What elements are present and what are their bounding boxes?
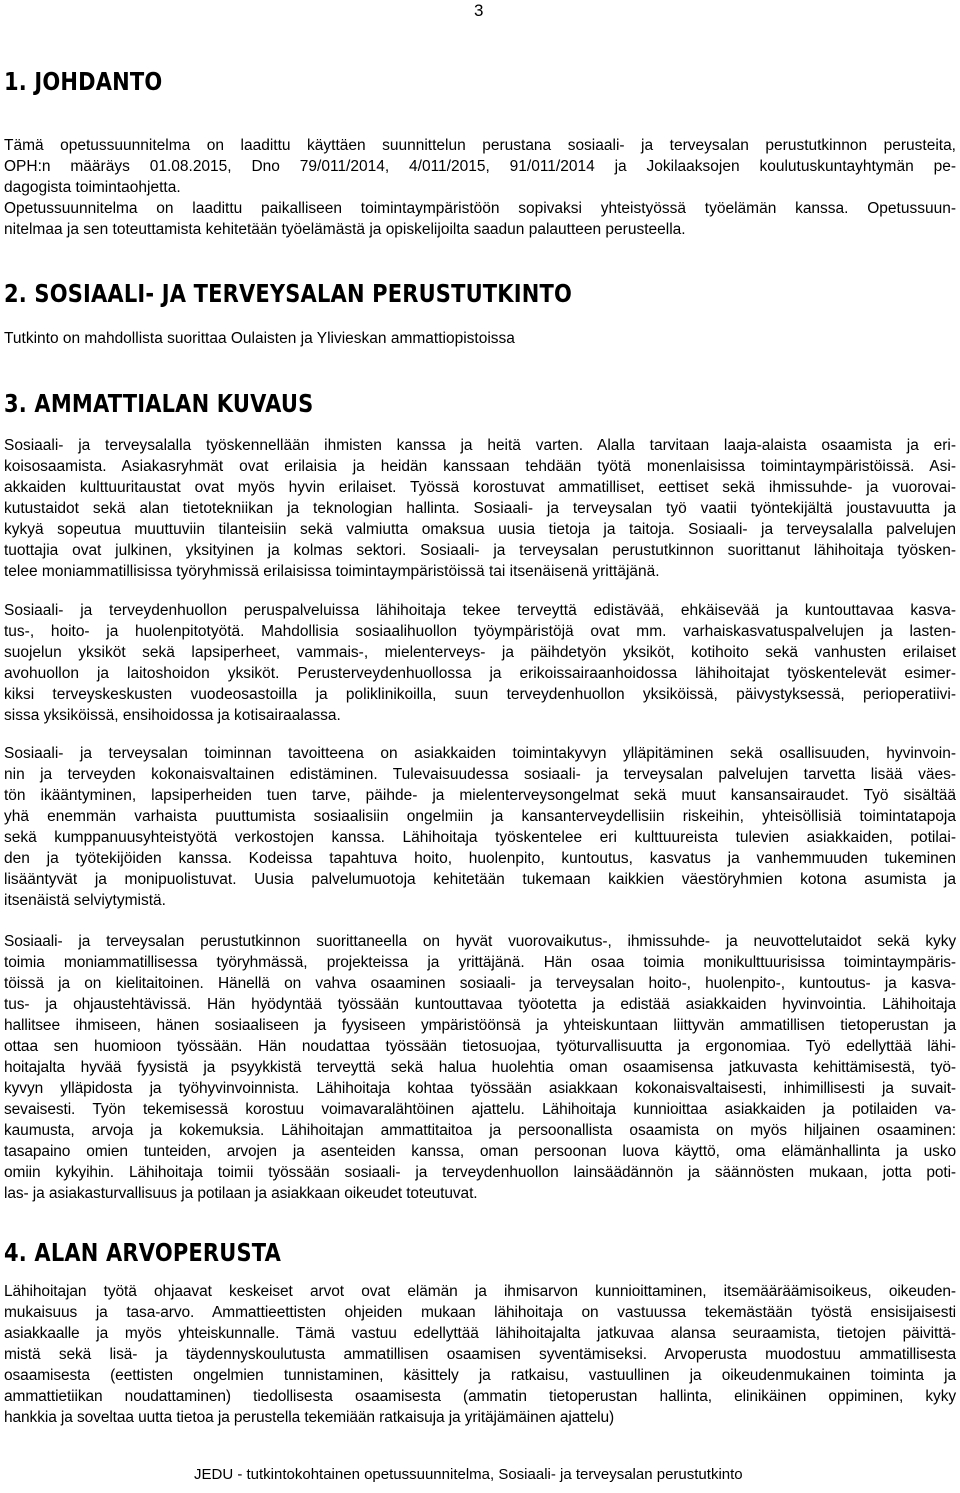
text-line: Tutkinto on mahdollista suorittaa Oulaisten ja Ylivieskan ammattiopistoissa bbox=[4, 330, 515, 347]
text-line: avohuollon ja laitoshoidon yksiköt. Perusterveydenhuollossa ja erikoissairaanhoidossa lähihoitajat työskentelevät esimer- bbox=[4, 665, 956, 682]
text-line: OPH:n määräys 01.08.2015, Dno 79/011/2014, 4/011/2015, 91/011/2014 ja Jokilaaksojen koulutuskuntayhtymän pe- bbox=[4, 158, 956, 175]
text-line: mukaisuus ja tasa-arvo. Ammattieettisten ohjeiden mukaan lähihoitaja on vastuussa tekemästään työstä ensisijaisesti bbox=[4, 1304, 956, 1321]
page-number: 3 bbox=[474, 1, 484, 20]
text-line: tus- ja ohjaustehtävissä. Hän hyödyntää työssään kuntouttavaa työotetta ja edistää asiakkaiden hyvinvointia. Lähihoitaja bbox=[4, 996, 956, 1013]
section-3-paragraph-3 bbox=[4, 743, 956, 911]
text-line: hoitajalta hyvää fyysistä ja psyykkistä terveyttä sekä halua huolehtia oman osaamisensa jatkuvasta kehittämisestä, työ- bbox=[4, 1059, 956, 1076]
text-line: Tämä opetussuunnitelma on laadittu käyttäen suunnittelun perustana sosiaali- ja terveysalan perustutkinnon perusteita, bbox=[4, 137, 956, 154]
section-heading-2: 2. SOSIAALI- JA TERVEYSALAN PERUSTUTKINTO bbox=[4, 279, 572, 308]
text-line: ammattietiikan noudattaminen) tiedollisesta osaamisesta (ammatin tietoperustan hallinta, elinikäinen oppiminen, kyky bbox=[4, 1388, 956, 1405]
text-line: asiakkaalle ja myös yhteiskunnalle. Tämä vastuu edellyttää lähihoitajalta jatkuvaa alansa seuraamista, tietojen päivittä- bbox=[4, 1325, 956, 1342]
section-4-paragraph-1 bbox=[4, 1281, 956, 1428]
text-line: Sosiaali- ja terveysalalla työskennellään ihmisten kanssa ja heitä varten. Alalla tarvitaan laaja-alaista osaamista ja eri- bbox=[4, 437, 956, 454]
text-line: tus-, hoito- ja huolenpitotyötä. Mahdollisia sosiaalihuollon työympäristöjä ovat mm. varhaiskasvatuspalvelujen ja lasten- bbox=[4, 623, 956, 640]
page-footer: JEDU - tutkintokohtainen opetussuunnitelma, Sosiaali- ja terveysalan perustutkinto bbox=[194, 1466, 743, 1483]
section-heading-4: 4. ALAN ARVOPERUSTA bbox=[4, 1238, 282, 1267]
section-heading-1: 1. JOHDANTO bbox=[4, 67, 163, 96]
text-line: yhä enemmän varhaista puuttumista sosiaalisiin ongelmiin ja kansanterveydellisiin riskeihin, yhteisöllisiä toimintatapoja bbox=[4, 808, 956, 825]
text-line: ottaa sen huomioon työssään. Hän noudattaa työssään tietosuojaa, työturvallisuutta ja ergonomiaa. Työ edellyttää lähi- bbox=[4, 1038, 956, 1055]
text-line: kykyä sopeutua muuttuviin tilanteisiin sekä valmiutta omaksua uusia tietoja ja taitoja. Sosiaali- ja terveysalalla palvelujen bbox=[4, 521, 956, 538]
text-line: töissä ja on kielitaitoinen. Hänellä on vahva osaaminen sosiaali- ja terveysalan hoito-, huolenpito-, kuntoutus- ja kasva- bbox=[4, 975, 956, 992]
text-line: las- ja asiakasturvallisuus ja potilaan ja asiakkaan oikeudet toteutuvat. bbox=[4, 1185, 478, 1202]
text-line: Sosiaali- ja terveydenhuollon peruspalveluissa lähihoitaja tekee terveyttä edistävää, ehkäisevää ja kuntouttavaa kasva- bbox=[4, 602, 956, 619]
text-line: Sosiaali- ja terveysalan toiminnan tavoitteena on asiakkaiden toimintakyvyn ylläpitäminen sekä osallisuuden, hyvinvoin- bbox=[4, 745, 956, 762]
text-line: kutustaidot sekä alan tietotekniikan ja teknologian hallinta. Sosiaali- ja terveysalan työ vaatii työntekijältä joustavuutta ja bbox=[4, 500, 956, 517]
text-line: kaumusta, arvoja ja kokemuksia. Lähihoitajan ammattitaitoa ja persoonallista osaamista on myös hiljainen osaaminen: bbox=[4, 1122, 956, 1139]
text-line: kiksi terveyskeskusten vuodeosastoilla ja poliklinikoilla, suun terveydenhuollon yksiköissä, päivystyksessä, perioperatiivi- bbox=[4, 686, 956, 703]
text-line: Lähihoitajan työtä ohjaavat keskeiset arvot ovat elämän ja ihmisarvon kunnioittaminen, itsemääräämisoikeus, oikeuden- bbox=[4, 1283, 956, 1300]
text-line: akkaiden kulttuuritaustat ovat myös hyvin erilaiset. Työssä korostuvat ammatilliset, eettiset sekä ihmissuhde- ja vuorovai- bbox=[4, 479, 956, 496]
text-line: dagogista toimintaohjetta. bbox=[4, 179, 181, 196]
section-3-paragraph-4 bbox=[4, 931, 956, 1204]
text-line: osaamisesta (eettisten ongelmien tunnistaminen, käsittely ja ratkaisu, vastuullinen ja oikeudenmukainen toiminta ja bbox=[4, 1367, 956, 1384]
text-line: koisosaamista. Asiakasryhmät ovat erilaisia ja heidän kanssaan tehdään työtä monenlaisissa toimintaympäristöissä. Asi- bbox=[4, 458, 956, 475]
text-line: suojelun yksiköt sekä lapsiperheet, vammais-, mielenterveys- ja päihdetyön yksiköt, kotihoito sekä vanhusten erilaiset bbox=[4, 644, 956, 661]
text-line: lisääntyvät ja monipuolistuvat. Uusia palvelumuotoja kehitetään tukemaan kaikkien väestöryhmien kotona asumista ja bbox=[4, 871, 956, 888]
section-heading-3: 3. AMMATTIALAN KUVAUS bbox=[4, 389, 314, 418]
text-line: den ja työtekijöiden kanssa. Kodeissa tapahtuva hoito, huolenpito, kuntoutus, kasvatus ja vanhemmuuden tukeminen bbox=[4, 850, 956, 867]
section-2-paragraph-1 bbox=[4, 328, 956, 349]
text-line: sissa yksiköissä, ensihoidossa ja kotisairaalassa. bbox=[4, 707, 341, 724]
section-3-paragraph-2 bbox=[4, 600, 956, 726]
text-line: toimia moniammatillisessa työryhmässä, projekteissa ja yrittäjänä. Hän osaa toimia monikulttuurisissa toimintaympäris- bbox=[4, 954, 956, 971]
text-line: nin ja terveyden kokonaisvaltainen edistäminen. Tulevaisuudessa sosiaali- ja terveysalan palvelujen tarvetta lisää väes- bbox=[4, 766, 956, 783]
text-line: Opetussuunnitelma on laadittu paikalliseen toimintaympäristöön sopivaksi yhteistyössä työelämän kanssa. Opetussuun- bbox=[4, 200, 956, 217]
text-line: telee moniammatillisissa työryhmissä erilaisissa toimintaympäristöissä tai itsenäisenä yrittäjänä. bbox=[4, 563, 660, 580]
text-line: tön ikääntyminen, lapsiperheiden tuen tarve, päihde- ja mielenterveysongelmat sekä muut kansansairaudet. Työ sisältää bbox=[4, 787, 956, 804]
text-line: sevaisesti. Työn tekemisessä korostuu voimavaralähtöinen ajattelu. Lähihoitaja kunnioittaa asiakkaiden ja potilaiden va- bbox=[4, 1101, 956, 1118]
text-line: omiin kykyihin. Lähihoitaja toimii työssään sosiaali- ja terveydenhuollon lainsäädännön ja säännösten mukaan, jotta poti- bbox=[4, 1164, 956, 1181]
text-line: itsenäistä selviytymistä. bbox=[4, 892, 166, 909]
text-line: kyvyn ylläpidosta ja työhyvinvoinnista. Lähihoitaja kohtaa työssään asiakkaan kokonaisvaltaisesti, inhimillisesti ja suvait- bbox=[4, 1080, 956, 1097]
section-1-paragraph-1 bbox=[4, 135, 956, 240]
text-line: nitelmaa ja sen toteuttamista kehitetään työelämästä ja opiskelijoilta saadun palautteen perusteella. bbox=[4, 221, 686, 238]
text-line: Sosiaali- ja terveysalan perustutkinnon suorittaneella on hyvät vuorovaikutus-, ihmissuhde- ja neuvottelutaidot sekä kyky bbox=[4, 933, 956, 950]
text-line: tuottajia ovat julkinen, yksityinen ja kolmas sektori. Sosiaali- ja terveysalan perustutkinnon suorittanut lähihoitaja työsken- bbox=[4, 542, 956, 559]
text-line: tasapaino omien tunteiden, arvojen ja asenteiden kanssa, oman persoonan luova käyttö, oma elämänhallinta ja usko bbox=[4, 1143, 956, 1160]
text-line: hallitsee ihmiseen, hänen sosiaaliseen ja fyysiseen ympäristöönsä ja yhteiskuntaan liittyvän ammatillisen tietoperustan ja bbox=[4, 1017, 956, 1034]
section-3-paragraph-1 bbox=[4, 435, 956, 582]
text-line: mistä sekä lisä- ja täydennyskoulutusta ammatillisen osaamisen syventämiseksi. Arvoperusta muodostuu ammatillisesta bbox=[4, 1346, 956, 1363]
text-line: sekä kumppanuusyhteistyötä verkostojen kanssa. Lähihoitaja työskentelee eri kulttuureista tulevien asiakkaiden, potilai- bbox=[4, 829, 956, 846]
text-line: hankkia ja soveltaa uutta tietoa ja perustella tekemiään ratkaisuja ja yritäjämäinen ajattelu) bbox=[4, 1409, 615, 1426]
